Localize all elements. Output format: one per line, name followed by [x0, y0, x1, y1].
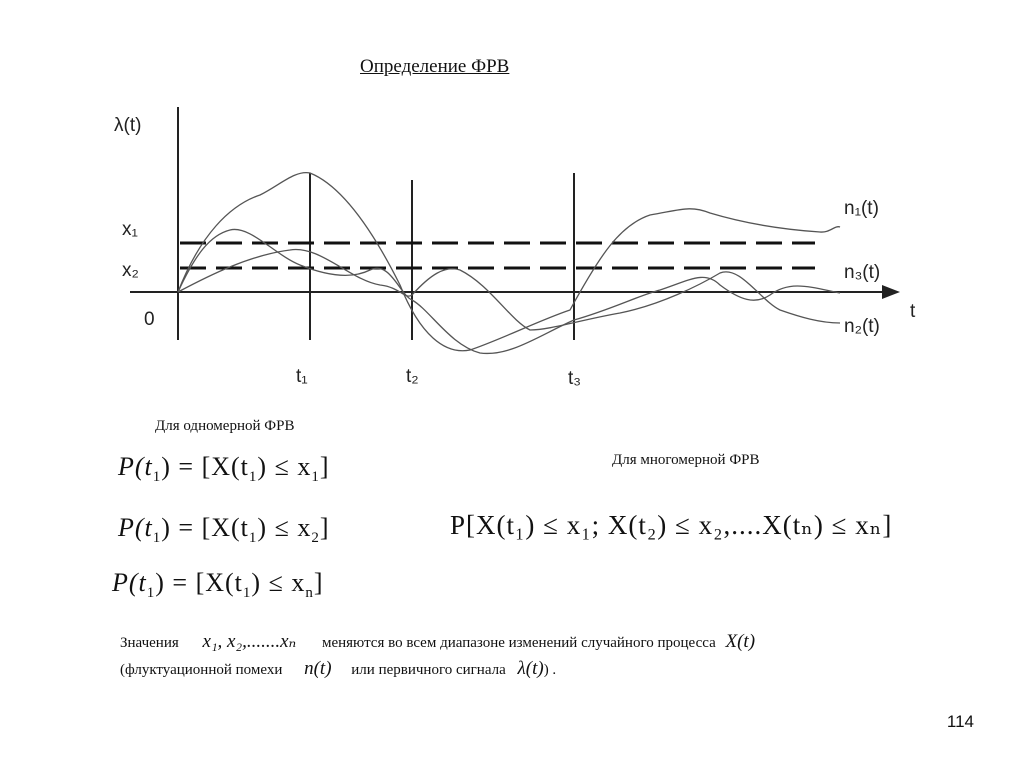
- formula-part: ]: [319, 452, 330, 481]
- formula-sub: 1: [311, 469, 320, 486]
- formula-part: ) ≤ x: [257, 452, 312, 481]
- x-axis-label: t: [910, 301, 916, 322]
- multi-dim-caption: Для многомерной ФРВ: [612, 452, 760, 468]
- formula-part: P(t: [118, 513, 153, 542]
- note-text: (флуктуационной помехи: [120, 662, 283, 678]
- formula-sub: 1: [152, 530, 162, 547]
- level-x1-label: x₁: [122, 219, 138, 240]
- origin-label: 0: [144, 309, 155, 330]
- note-line-2: [120, 658, 556, 680]
- formula-part: ]: [319, 513, 330, 542]
- curve-n2-label: n₂(t): [844, 316, 880, 337]
- formula-part: P(t: [112, 568, 147, 597]
- formula-part: ) = [X(t: [161, 513, 249, 542]
- t2-label: t₂: [406, 366, 419, 387]
- note-text: или первичного сигнала: [351, 662, 506, 678]
- note-math: n(t): [304, 658, 332, 679]
- formula-sub: n: [305, 585, 314, 602]
- note-math: X(t): [725, 631, 756, 652]
- formula-sub: 1: [242, 585, 252, 602]
- formula-part: P(t: [118, 452, 153, 481]
- formula-sub: 2: [311, 530, 320, 547]
- t1-label: t₁: [296, 366, 308, 387]
- random-process-graph: [100, 95, 920, 415]
- curve-n2: [178, 250, 840, 330]
- curve-n1: [178, 173, 840, 351]
- note-text: меняются во всем диапазоне изменений случайного процесса: [321, 635, 716, 651]
- formula-sub: 1: [248, 469, 258, 486]
- formula-part: ) ≤ x: [257, 513, 312, 542]
- curve-n1-label: n₁(t): [844, 198, 879, 219]
- formula-sub: 1: [152, 469, 162, 486]
- formula-x2: [118, 513, 330, 547]
- note-math: x₁, x₂,.......xₙ: [202, 631, 297, 652]
- formula-part: ]: [313, 568, 324, 597]
- t3-label: t₃: [568, 368, 582, 389]
- one-dim-caption: Для одномерной ФРВ: [155, 418, 295, 434]
- formula-sub: 1: [146, 585, 156, 602]
- formula-part: ) = [X(t: [161, 452, 249, 481]
- note-math: λ(t): [517, 658, 544, 679]
- note-line-1: [120, 630, 755, 653]
- x-axis-arrow: [882, 285, 900, 299]
- slide-title: Определение ФРВ: [360, 56, 510, 77]
- page-number: 114: [946, 712, 974, 731]
- formula-xn: [112, 568, 324, 602]
- curve-n3-label: n₃(t): [844, 262, 881, 283]
- note-text: ) .: [543, 662, 557, 678]
- formula-x1: [118, 452, 330, 486]
- y-axis-label: λ(t): [114, 115, 142, 136]
- multi-dim-formula: P[X(t₁) ≤ x₁; X(t₂) ≤ x₂,....X(tₙ) ≤ xₙ]: [450, 510, 893, 540]
- formula-sub: 1: [248, 530, 258, 547]
- note-text: Значения: [120, 635, 179, 651]
- formula-part: ) = [X(t: [155, 568, 243, 597]
- level-x2-label: x₂: [122, 260, 139, 281]
- formula-part: ) ≤ x: [251, 568, 306, 597]
